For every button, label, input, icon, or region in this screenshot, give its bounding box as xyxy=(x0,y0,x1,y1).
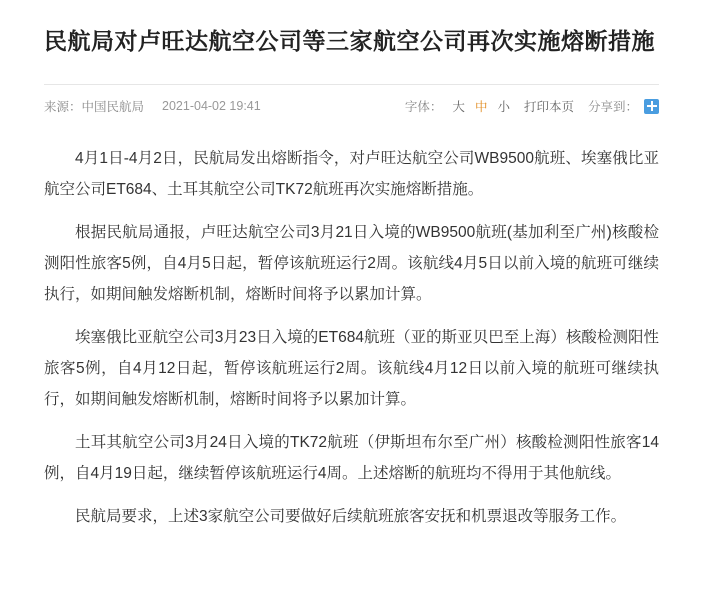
article-paragraph: 民航局要求，上述3家航空公司要做好后续航班旅客安抚和机票退改等服务工作。 xyxy=(75,508,627,525)
article-source: 来源：中国民航局 xyxy=(44,100,145,114)
article-body xyxy=(44,143,659,532)
font-size-medium-button[interactable]: 中 xyxy=(474,100,488,114)
print-page-link[interactable]: 打印本页 xyxy=(523,100,574,114)
share-plus-icon[interactable] xyxy=(644,99,659,114)
share-label: 分享到： xyxy=(587,100,638,114)
share-controls xyxy=(588,97,659,115)
article-paragraph: 埃塞俄比亚航空公司3月23日入境的ET684航班（亚的斯亚贝巴至上海）核酸检测阳性旅客5例，自4月12日起，暂停该航班运行2周。该航线4月12日以前入境的航班可继续执行，如期间触发熔断机制，熔断时间将予以累加计算。 xyxy=(44,329,659,408)
meta-left-group xyxy=(44,97,261,115)
article-paragraph: 根据民航局通报，卢旺达航空公司3月21日入境的WB9500航班(基加利至广州)核酸检测阳性旅客5例，自4月5日起，暂停该航班运行2周。该航线4月5日以前入境的航班可继续执行，如期间触发熔断机制，熔断时间将予以累加计算。 xyxy=(44,224,659,303)
page-title: 民航局对卢旺达航空公司等三家航空公司再次实施熔断措施 xyxy=(44,28,655,54)
article-paragraph: 4月1日-4月2日，民航局发出熔断指令，对卢旺达航空公司WB9500航班、埃塞俄比亚航空公司ET684、土耳其航空公司TK72航班再次实施熔断措施。 xyxy=(44,150,659,198)
font-size-large-button[interactable]: 大 xyxy=(452,100,465,114)
font-size-small-button[interactable]: 小 xyxy=(497,100,510,114)
meta-right-group xyxy=(405,85,659,127)
font-size-controls xyxy=(405,97,510,115)
article-date: 2021-04-02 19:41 xyxy=(162,99,261,113)
article-paragraph: 土耳其航空公司3月24日入境的TK72航班（伊斯坦布尔至广州）核酸检测阳性旅客14例，自4月19日起，继续暂停该航班运行4周。上述熔断的航班均不得用于其他航线。 xyxy=(44,434,659,482)
font-size-label: 字体： xyxy=(404,100,443,114)
article-meta-bar xyxy=(44,84,659,127)
